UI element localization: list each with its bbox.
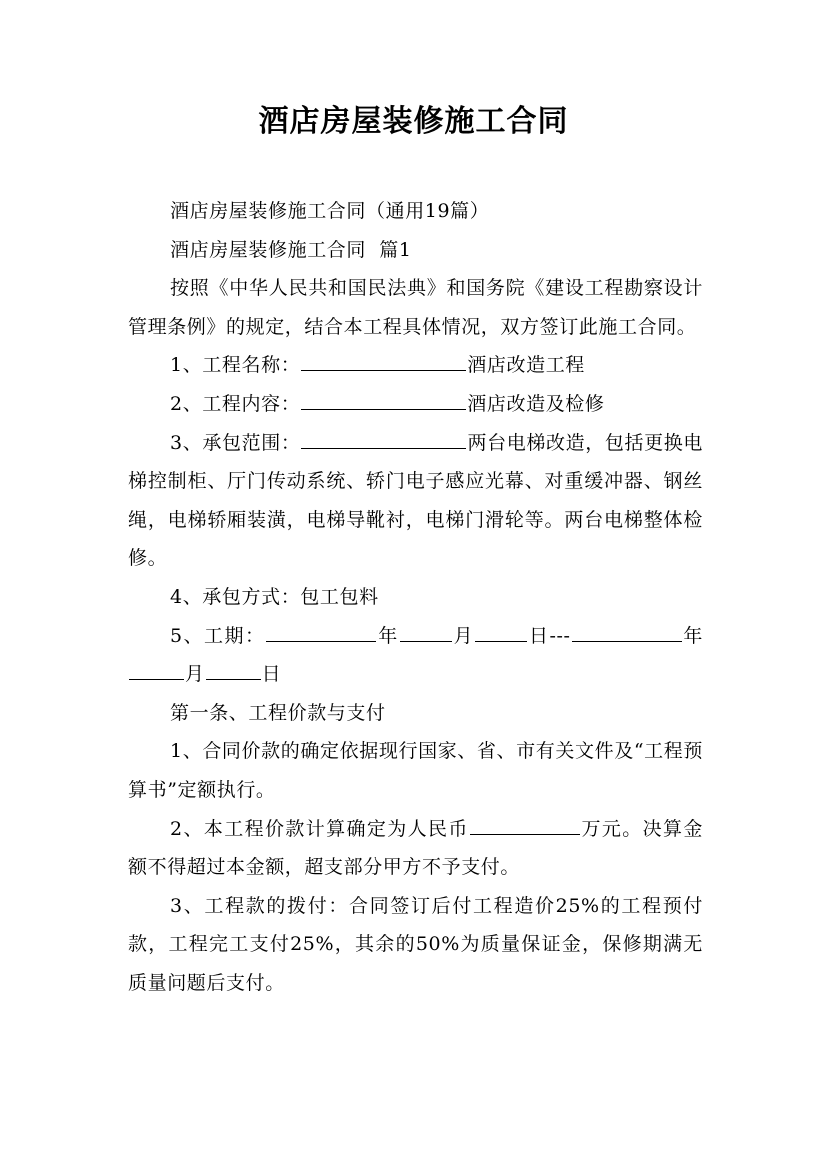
item-project-content-label: 2、工程内容： [170,392,301,415]
blank-field [400,621,452,642]
year-label: 年 [377,624,399,647]
item-contract-scope-value: 两台电梯改造，包括更换电梯控制柜、厅门传动系统、轿门电子感应光幕、对重缓冲器、钢丝绳，电梯轿厢装潢，电梯导靴衬，电梯门滑轮等。两台电梯整体检修。 [128,431,704,570]
blank-field [129,659,184,680]
payment-clause-2 [128,810,703,887]
document-body [128,192,703,1002]
year-label: 年 [682,624,703,647]
article-heading: 第一条、工程价款与支付 [170,701,386,724]
blank-field [572,621,682,642]
document-title: 酒店房屋装修施工合同 [258,104,569,139]
intro-line: 酒店房屋装修施工合同（通用19篇） [170,200,490,222]
item-project-name-label: 1、工程名称： [170,354,301,377]
basis-paragraph: 按照《中华人民共和国民法典》和国务院《建设工程勘察设计管理条例》的规定，结合本工程具体情况，双方签订此施工合同。 [128,277,703,338]
item-project-name [128,346,703,385]
item-project-content-value: 酒店改造及检修 [467,392,605,415]
blank-field [266,621,376,642]
blank-field [301,389,466,410]
month-label: 月 [452,624,475,647]
payment-clause-2-suffix: 万元。决算金额不得超过本金额，超支部分甲方不予支付。 [128,817,703,879]
item-schedule [128,617,703,694]
item-project-name-value: 酒店改造工程 [467,354,585,377]
day-label: 日 [528,624,550,647]
payment-clause-1: 1、合同价款的确定依据现行国家、省、市有关文件及“工程预算书”定额执行。 [128,740,703,801]
day-label: 日 [261,663,282,686]
date-dash: --- [549,624,571,647]
blank-field [206,659,261,680]
blank-field [475,621,527,642]
item-contract-scope [128,424,703,578]
item-project-content [128,385,703,424]
payment-clause-3: 3、工程款的拨付：合同签订后付工程造价25%的工程预付款，工程完工支付25%，其余的50%为质量保证金，保修期满无质量问题后支付。 [128,894,703,994]
item-contract-method: 4、承包方式：包工包料 [170,585,379,608]
item-contract-scope-label: 3、承包范围： [170,431,301,454]
month-label: 月 [185,663,205,686]
item-schedule-label: 5、工期： [170,624,266,647]
blank-field [301,428,466,449]
blank-field [470,814,580,835]
section-heading: 酒店房屋装修施工合同 篇1 [170,238,412,261]
payment-clause-2-prefix: 2、本工程价款计算确定为人民币 [170,817,469,840]
blank-field [301,350,466,371]
